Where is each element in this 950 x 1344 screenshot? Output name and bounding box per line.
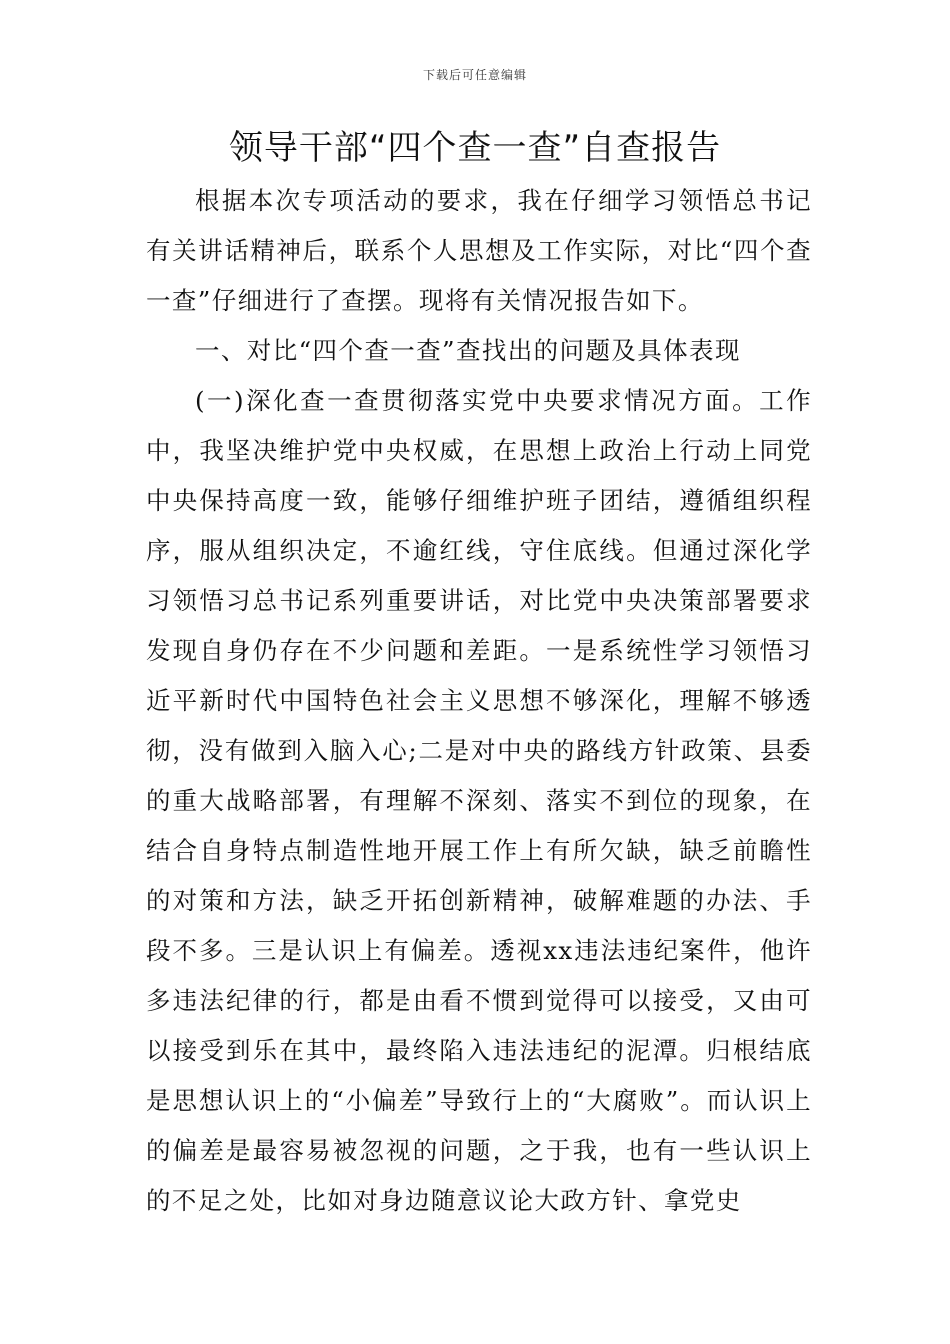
document-title: 领导干部“四个查一查”自查报告 [228,128,722,168]
header-note: 下载后可任意编辑 [422,68,527,82]
paragraph-section-1: (一)深化查一查贯彻落实党中央要求情况方面。工作中，我坚决维护党中央权威，在思想上政治上行动上同党中央保持高度一致，能够仔细维护班子团结，遵循组织程序，服从组织决定，不逾红线，守住底线。但通过深化学习领悟习总书记系列重要讲话，对比党中央决策部署要求发现自身仍存在不少问题和差距。一是系统性学习领悟习近平新时代中国特色社会主义思想不够深化，理解不够透彻，没有做到入脑入心;二是对中央的路线方针政策、县委的重大战略部署，有理解不深刻、落实不到位的现象，在结合自身特点制造性地开展工作上有所欠缺，缺乏前瞻性的对策和方法，缺乏开拓创新精神，破解难题的办法、手段不多。三是认识上有偏差。透视xx违法违纪案件，他许多违法纪律的行，都是由看不惯到觉得可以接受，又由可以接受到乐在其中，最终陷入违法违纪的泥潭。归根结底是思想认识上的“小偏差”导致行上的“大腐败”。而认识上的偏差是最容易被忽视的问题，之于我，也有一些认识上的不足之处，比如对身边随意议论大政方针、拿党史 [146,386,812,1215]
document-body [146,176,812,1226]
paragraph-intro: 根据本次专项活动的要求，我在仔细学习领悟总书记有关讲话精神后，联系个人思想及工作实际，对比“四个查一查”仔细进行了查摆。现将有关情况报告如下。 [146,186,812,315]
section-heading: 一、对比“四个查一查”查找出的问题及具体表现 [195,336,741,365]
